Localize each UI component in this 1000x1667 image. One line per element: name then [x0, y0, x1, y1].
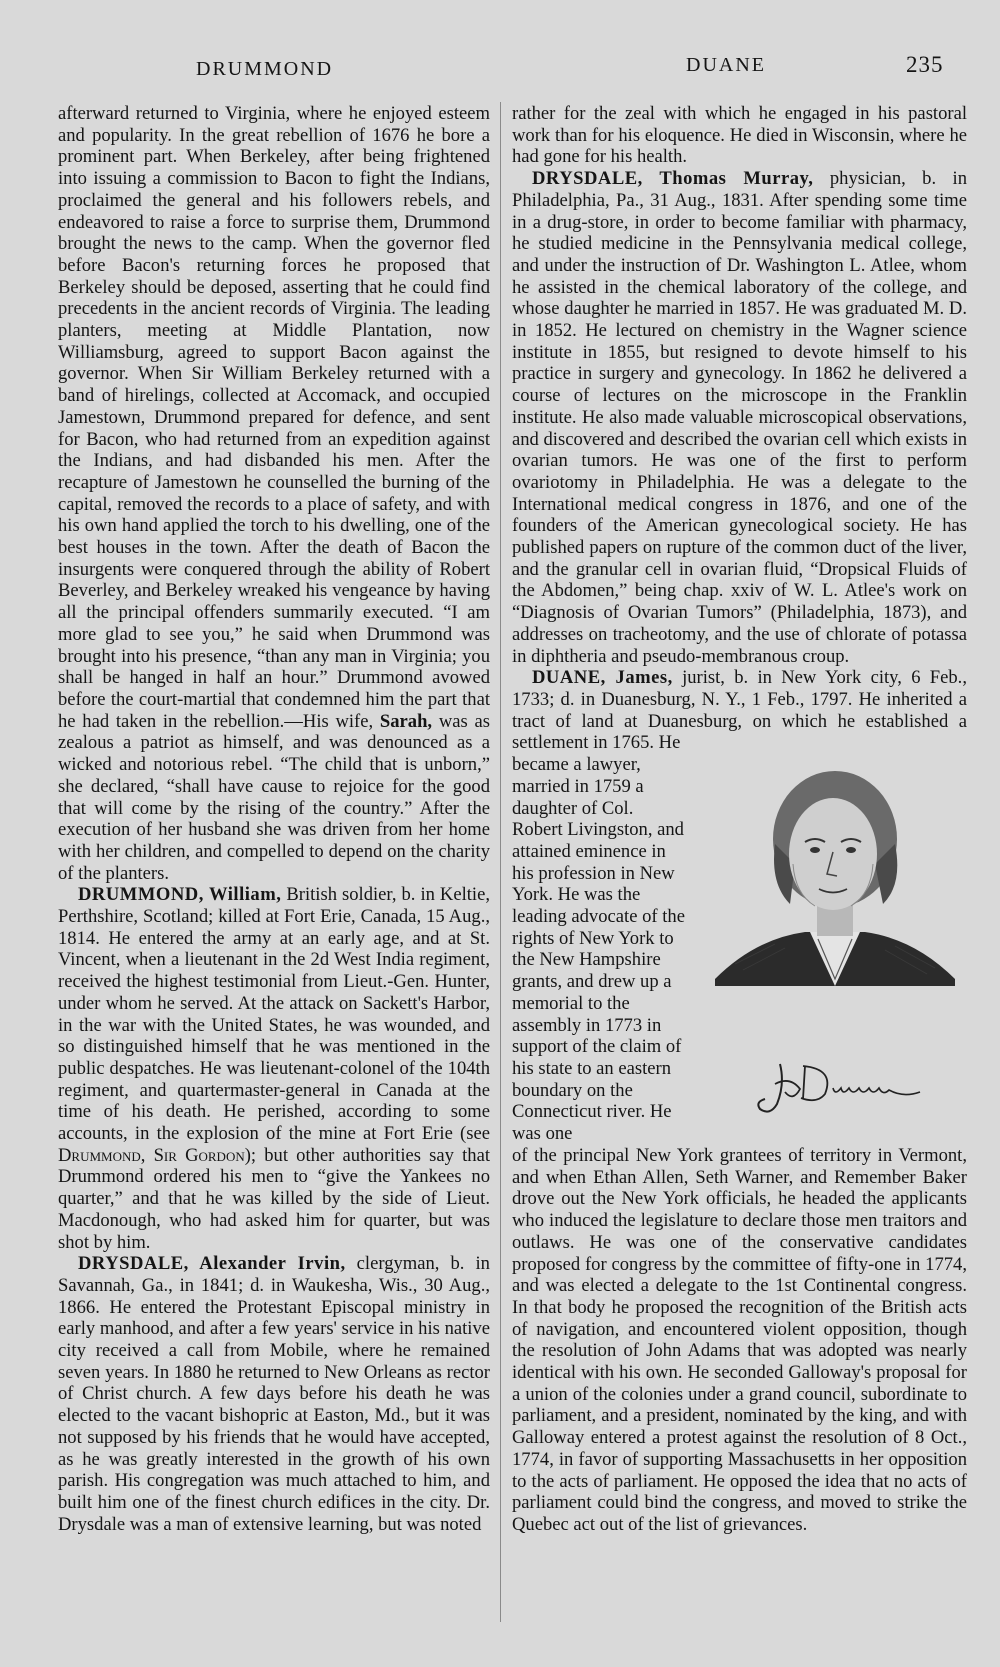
running-header: [0, 52, 1000, 82]
column-divider: [500, 102, 501, 1622]
headword-drummond-william: DRUMMOND, William,: [78, 884, 282, 906]
entry-duane-james: DUANE, James, jurist, b. in New York city, 6 Feb., 1733; d. in Duanesburg, N. Y., 1 Feb., 1797. He inherited a tract of land at Duanesburg, on which he established a settlement in 1765. He: [512, 667, 967, 754]
entry-drysdale-thomas: DRYSDALE, Thomas Murray, physician, b. in Philadelphia, Pa., 31 Aug., 1831. After spending some time in a drug-store, in order to become familiar with pharmacy, he studied medicine in the Pennsylvania medical college, and under the instruction of Dr. Washington L. Atlee, whom he assisted in the chemical laboratory of the college, and whose daughter he married in 1857. He was graduated M. D. in 1852. He lectured on chemistry in the Wagner science institute in 1855, but resigned to devote himself to his practice in surgery and gynecology. In 1862 he delivered a course of lectures on the microscope in the Franklin institute. He also made valuable microscopical observations, and discovered and described the ovarian cell which exists in ovarian tumors. He was one of the first to perform ovariotomy in Philadelphia. He was a delegate to the International medical congress in 1876, and one of the founders of the American gynecological society. He has published papers on rupture of the common duct of the liver, and the granular cell in ovarian fluid, “Dropsical Fluids of the Abdomen,” being chap. xxiv of W. L. Atlee's work on “Diagnosis of Ovarian Tumors” (Philadelphia, 1873), and addresses on tracheotomy, and the use of chlorate of potassa in diphtheria and pseudo-membranous croup.: [512, 168, 967, 667]
page-number: 235: [906, 52, 944, 77]
cross-reference: Drummond, Sir Gordon: [58, 1144, 245, 1166]
header-left-word: DRUMMOND: [196, 58, 334, 80]
paragraph-drysdale-continued: rather for the zeal with which he engaged in his pastoral work than for his eloquence. He died in Wisconsin, where he had gone for his health.: [512, 103, 967, 168]
duane-text-beside-portrait: became a lawyer, married in 1759 a daughter of Col. Robert Livingston, and attained eminence in his profession in New York. He was the leading advocate of the rights of New York to the New Hampshire grants, and drew up a memorial to the assembly in 1773 in support of the claim of his state to an eastern boundary on the Connecticut river. He was one: [512, 754, 685, 1145]
entry-drysdale-alexander: DRYSDALE, Alexander Irvin, clergyman, b. in Savannah, Ga., in 1841; d. in Waukesha, Wis., 30 Aug., 1866. He entered the Protestant Episcopal ministry in early manhood, and after a few years' service in his native city received a call from Mobile, where he remained seven years. In 1880 he returned to New Orleans as rector of Christ church. A few days before his death he was elected to the vacant bishopric at Easton, Md., but it was not supposed by his friends that he would have accepted, as he was greatly interested in the growth of his own parish. His congregation was much attached to him, and built him one of the finest church edifices in the city. Dr. Drysdale was a man of extensive learning, but was noted: [58, 1253, 490, 1535]
left-column: [58, 103, 490, 1535]
signature-ja-duane: [755, 1054, 925, 1124]
headword-drysdale-alexander: DRYSDALE, Alexander Irvin,: [78, 1253, 346, 1275]
name-sarah: Sarah,: [379, 710, 433, 732]
entry-drummond-william: DRUMMOND, William, British soldier, b. in Keltie, Perthshire, Scotland; killed at Fort Erie, Canada, 15 Aug., 1814. He entered the army at an early age, and at St. Vincent, when a lieutenant in the 2d West India regiment, received the highest testimonial from Lieut.-Gen. Hunter, under whom he served. At the attack on Sackett's Harbor, in the war with the United States, he was wounded, and so distinguished himself that he was mentioned in the public despatches. He was lieutenant-colonel of the 104th regiment, and quartermaster-general in Canada at the time of his death. He perished, according to some accounts, in the explosion of the mine at Fort Erie (see Drummond, Sir Gordon); but other authorities say that Drummond ordered his men to “give the Yankees no quarter,” and that he was killed by the side of Lieut. Macdonough, who had asked him for quarter, but was shot by him.: [58, 884, 490, 1253]
portrait-engraving: [715, 764, 955, 1054]
signature-graphic: [755, 1054, 925, 1124]
headword-drysdale-thomas: DRYSDALE, Thomas Murray,: [532, 168, 814, 190]
paragraph-drummond-continued: afterward returned to Virginia, where he enjoyed esteem and popularity. In the great rebellion of 1676 he bore a prominent part. When Berkeley, after being frightened into issuing a commission to Bacon to fight the Indians, proclaimed the general and his followers rebels, and endeavored to raise a force to surprise them, Drummond brought the news to the camp. When the governor fled before Bacon's returning forces he proposed that Berkeley should be deposed, asserting that he could find precedents in the ancient records of Virginia. The leading planters, meeting at Middle Plantation, now Williamsburg, agreed to support Bacon against the governor. When Sir William Berkeley returned with a band of hirelings, collected at Accomack, and occupied Jamestown, Drummond prepared for defence, and sent for Bacon, who had returned from an expedition against the Indians, and had disbanded his men. After the recapture of Jamestown he counselled the burning of the capital, removed the records to a place of safety, and with his own hand applied the torch to his dwelling, one of the best houses in the town. After the death of Bacon the insurgents were conquered through the ability of Robert Beverley, and Berkeley wreaked his vengeance by having all the principal offenders summarily executed. “I am more glad to see you,” he said when Drummond was brought into his presence, “than any man in Virginia; you shall be hanged in half an hour.” Drummond avowed before the court-martial that condemned him the part that he had taken in the rebellion.—His wife, Sarah, was as zealous a patriot as himself, and was denounced as a wicked and notorious rebel. “The child that is unborn,” she declared, “shall have cause to rejoice for the good that will come by the rising of the country.” After the execution of her husband she was driven from her home with her children, and compelled to depend on the charity of the planters.: [58, 103, 490, 884]
header-right-word: DUANE: [686, 54, 766, 76]
duane-text-continued: of the principal New York grantees of territory in Vermont, and when Ethan Allen, Seth Warner, and Remember Baker drove out the New York officials, he headed the applicants who induced the legislature to declare those men traitors and outlaws. He was one of the conservative candidates proposed for congress by the committee of fifty-one in 1774, and was elected a delegate to the 1st Continental congress. In that body he proposed the recognition of the British acts of navigation, and encountered violent opposition, though the resolution of John Adams that was adopted was nearly identical with his own. He seconded Galloway's proposal for a union of the colonies under a grand council, subordinate to parliament, and a president, nominated by the king, and with Galloway entered a protest against the resolution of 8 Oct., 1774, in favor of supporting Massachusetts in her opposition to the acts of parliament. He opposed the idea that no acts of parliament could bind the congress, and moved to strike the Quebec act out of the list of grievances.: [512, 1145, 967, 1535]
headword-duane-james: DUANE, James,: [532, 667, 673, 689]
